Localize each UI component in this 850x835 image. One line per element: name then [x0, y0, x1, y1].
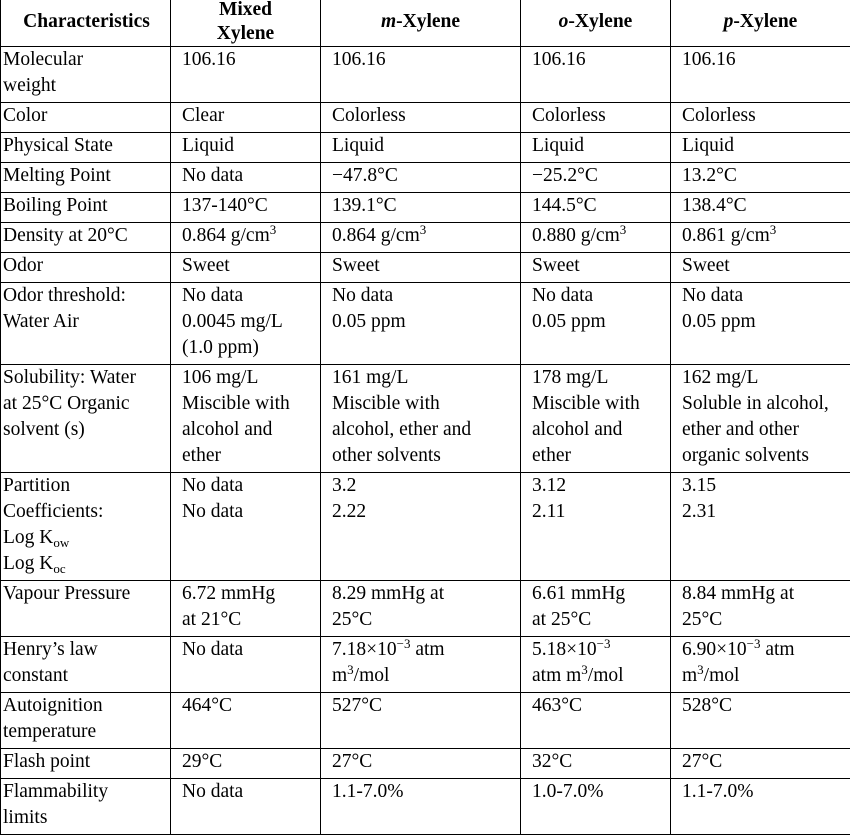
header-o-xylene: o-Xylene [521, 0, 671, 47]
header-p-xylene: p-Xylene [671, 0, 850, 47]
label-cell: Partition Coefficients: Log $K_{ow}$ Log $K_{oc}$ [1, 473, 171, 581]
ortho-cell: Liquid [521, 133, 671, 163]
label-cell: Henry’s law constant [1, 637, 171, 693]
para-cell: 0.861 $g/cm^3$ [671, 223, 850, 253]
label-cell: Melting Point [1, 163, 171, 193]
meta-cell: $7.18\times 10^{-3}$ atm $m^3$/mol [321, 637, 521, 693]
meta-cell: Sweet [321, 253, 521, 283]
row-flammability-limits [1, 779, 850, 835]
mixed-cell: 29°C [171, 749, 321, 779]
meta-cell: 527°C [321, 693, 521, 749]
meta-cell: −47.8°C [321, 163, 521, 193]
para-cell: 162 mg/L Soluble in alcohol, ether and other organic solvents [671, 365, 850, 473]
row-autoignition [1, 693, 850, 749]
row-partition-coefficients [1, 473, 850, 581]
meta-cell: 106.16 [321, 47, 521, 103]
mixed-cell: Liquid [171, 133, 321, 163]
ortho-cell: 106.16 [521, 47, 671, 103]
header-m-xylene: m-Xylene [321, 0, 521, 47]
para-cell: 27°C [671, 749, 850, 779]
header-row [1, 0, 850, 47]
mixed-cell: Clear [171, 103, 321, 133]
meta-cell: 0.864 $g/cm^3$ [321, 223, 521, 253]
row-solubility [1, 365, 850, 473]
header-mixed-xylene: Mixed Xylene [171, 0, 321, 47]
mixed-cell: 137-140°C [171, 193, 321, 223]
label-cell: Color [1, 103, 171, 133]
row-odor-threshold [1, 283, 850, 365]
para-cell: 138.4°C [671, 193, 850, 223]
meta-cell: Colorless [321, 103, 521, 133]
row-odor [1, 253, 850, 283]
mixed-cell: 0.864 $g/cm^3$ [171, 223, 321, 253]
para-cell: 1.1-7.0% [671, 779, 850, 835]
ortho-cell: 6.61 mmHg at 25°C [521, 581, 671, 637]
row-boiling-point [1, 193, 850, 223]
ortho-cell: Sweet [521, 253, 671, 283]
mixed-cell: 106 mg/L Miscible with alcohol and ether [171, 365, 321, 473]
para-cell: 8.84 mmHg at 25°C [671, 581, 850, 637]
meta-cell: Liquid [321, 133, 521, 163]
row-henrys-law [1, 637, 850, 693]
label-cell: Molecular weight [1, 47, 171, 103]
ortho-cell: 3.12 2.11 [521, 473, 671, 581]
ortho-cell: No data 0.05 ppm [521, 283, 671, 365]
para-cell: Colorless [671, 103, 850, 133]
para-cell: 106.16 [671, 47, 850, 103]
label-cell: Odor threshold: Water Air [1, 283, 171, 365]
ortho-cell: Colorless [521, 103, 671, 133]
ortho-cell: 0.880 $g/cm^3$ [521, 223, 671, 253]
label-cell: Flash point [1, 749, 171, 779]
para-cell: Sweet [671, 253, 850, 283]
ortho-cell: 32°C [521, 749, 671, 779]
row-molecular-weight [1, 47, 850, 103]
para-cell: Liquid [671, 133, 850, 163]
meta-cell: 3.2 2.22 [321, 473, 521, 581]
mixed-cell: 464°C [171, 693, 321, 749]
label-cell: Odor [1, 253, 171, 283]
row-physical-state [1, 133, 850, 163]
mixed-cell: No data No data [171, 473, 321, 581]
label-cell: Solubility: Water at 25°C Organic solvent (s) [1, 365, 171, 473]
ortho-cell: 1.0-7.0% [521, 779, 671, 835]
label-cell: Density at 20°C [1, 223, 171, 253]
meta-cell: 139.1°C [321, 193, 521, 223]
para-cell: No data 0.05 ppm [671, 283, 850, 365]
row-flash-point [1, 749, 850, 779]
mixed-cell: 106.16 [171, 47, 321, 103]
mixed-cell: No data 0.0045 mg/L (1.0 ppm) [171, 283, 321, 365]
meta-cell: No data 0.05 ppm [321, 283, 521, 365]
para-cell: 3.15 2.31 [671, 473, 850, 581]
meta-cell: 27°C [321, 749, 521, 779]
ortho-cell: −25.2°C [521, 163, 671, 193]
label-cell: Autoignition temperature [1, 693, 171, 749]
label-cell: Physical State [1, 133, 171, 163]
row-color [1, 103, 850, 133]
meta-cell: 8.29 mmHg at 25°C [321, 581, 521, 637]
label-cell: Flammability limits [1, 779, 171, 835]
ortho-cell: 144.5°C [521, 193, 671, 223]
mixed-cell: 6.72 mmHg at 21°C [171, 581, 321, 637]
meta-cell: 1.1-7.0% [321, 779, 521, 835]
ortho-cell: 178 mg/L Miscible with alcohol and ether [521, 365, 671, 473]
row-melting-point [1, 163, 850, 193]
mixed-cell: No data [171, 779, 321, 835]
header-characteristics: Characteristics [1, 0, 171, 47]
mixed-cell: No data [171, 163, 321, 193]
meta-cell: 161 mg/L Miscible with alcohol, ether and other solvents [321, 365, 521, 473]
label-cell: Vapour Pressure [1, 581, 171, 637]
para-cell: 13.2°C [671, 163, 850, 193]
row-vapour-pressure [1, 581, 850, 637]
label-cell: Boiling Point [1, 193, 171, 223]
ortho-cell: $5.18\times 10^{-3}$ atm $m^3$/mol [521, 637, 671, 693]
mixed-cell: No data [171, 637, 321, 693]
para-cell: $6.90\times 10^{-3}$ atm $m^3$/mol [671, 637, 850, 693]
row-density [1, 223, 850, 253]
mixed-cell: Sweet [171, 253, 321, 283]
ortho-cell: 463°C [521, 693, 671, 749]
para-cell: 528°C [671, 693, 850, 749]
